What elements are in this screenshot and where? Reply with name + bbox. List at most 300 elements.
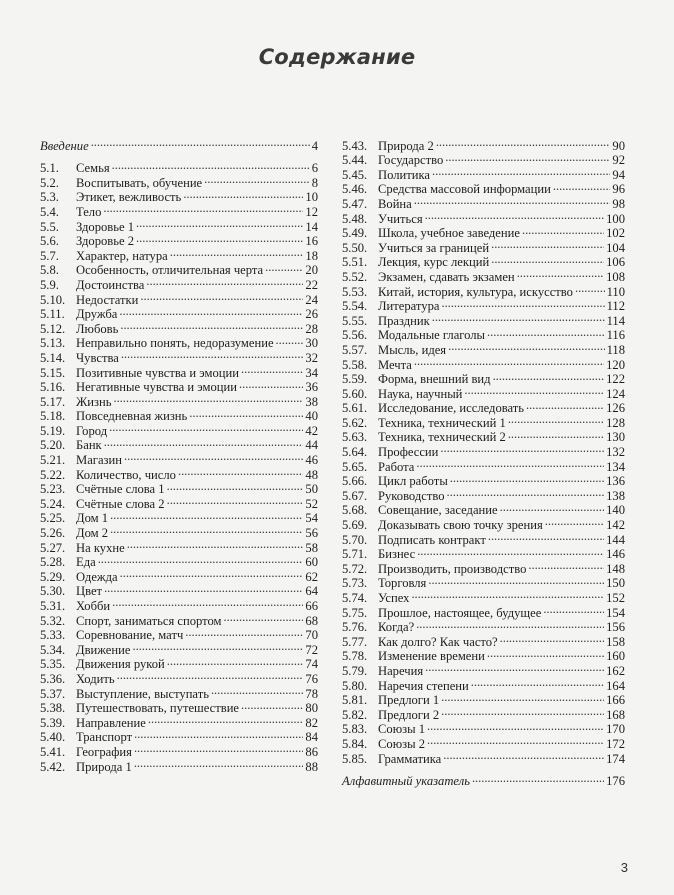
toc-entry-number: 5.20. [40, 438, 66, 453]
toc-entry-label: Техника, технический 1 [378, 415, 506, 430]
toc-entry-label: Негативные чувства и эмоции [76, 380, 238, 395]
toc-entry-number: 5.44. [342, 153, 368, 168]
toc-entry-label: Хобби [76, 599, 111, 613]
leader-dots [109, 420, 303, 435]
toc-entry-label: Экзамен, сдавать экзамен [378, 269, 515, 284]
leader-dots [440, 441, 604, 456]
toc-entry-label: Дружба [76, 307, 118, 322]
toc-entry-label: Повседневная жизнь [76, 409, 188, 424]
leader-dots [526, 398, 604, 413]
toc-entry-page: 98 [612, 196, 625, 211]
toc-entry-label: Счётные слова 1 [76, 482, 165, 497]
toc-entry-page: 66 [305, 599, 318, 613]
toc-entry-page: 62 [305, 569, 318, 584]
toc-entry-label: Особенность, отличительная черта [76, 263, 264, 278]
toc-entry-page: 68 [305, 613, 318, 628]
leader-dots [120, 566, 304, 581]
leader-dots [488, 529, 604, 544]
toc-entry-label: Как долго? Как часто? [378, 634, 498, 649]
toc-entry-intro[interactable] [40, 135, 318, 153]
toc-entry-page: 40 [305, 409, 318, 424]
toc-entry-page: 88 [305, 759, 318, 774]
toc-entry-number: 5.23. [40, 482, 66, 497]
toc-entry-page: 164 [606, 678, 625, 693]
toc-entry-page: 112 [606, 299, 625, 314]
toc-entry-number: 5.17. [40, 394, 66, 409]
toc-entry-page: 92 [612, 153, 625, 168]
toc-entry-number: 5.56. [342, 328, 368, 343]
toc-entry-number: 5.62. [342, 415, 368, 430]
toc-entry-number: 5.48. [342, 211, 368, 226]
leader-dots [167, 479, 304, 494]
toc-entry-page: 24 [305, 292, 318, 307]
toc-entry-page: 70 [305, 628, 318, 643]
toc-entry-number: 5.84. [342, 736, 368, 751]
toc-entry-number: 5.69. [342, 518, 368, 533]
toc-entry-number: 5.63. [342, 430, 368, 445]
toc-entry-page: 138 [606, 488, 625, 503]
toc-entry-number: 5.33. [40, 628, 66, 643]
leader-dots [472, 771, 604, 786]
leader-dots [427, 733, 604, 748]
toc-entry-label: Руководство [378, 488, 445, 503]
toc-entry-page: 74 [305, 657, 318, 672]
toc-entry-label: Характер, натура [76, 248, 168, 263]
toc-entry-page: 12 [305, 204, 318, 219]
toc-entry-number: 5.29. [40, 569, 66, 584]
leader-dots [204, 172, 310, 187]
toc-entry-label: Дом 2 [76, 526, 109, 541]
toc-entry-label: Семья [76, 161, 110, 176]
toc-entry-label: Направление [76, 715, 146, 730]
toc-entry-number: 5.26. [40, 526, 66, 541]
toc-entry-label: Форма, внешний вид [378, 372, 491, 387]
leader-dots [522, 223, 604, 238]
toc-entry-number: 5.31. [40, 599, 66, 613]
toc-entry-number: 5.10. [40, 292, 66, 307]
leader-dots [119, 304, 303, 319]
toc-entry-label: Мысль, идея [378, 342, 447, 357]
leader-dots [508, 427, 604, 442]
toc-entry-number: 5.24. [40, 496, 66, 511]
toc-entry-number: 5.52. [342, 269, 368, 284]
toc-entry[interactable] [40, 158, 318, 176]
toc-entry-number: 5.40. [40, 730, 66, 745]
toc-entry[interactable] [342, 135, 625, 153]
leader-dots [124, 449, 303, 464]
toc-entry-page: 32 [305, 350, 318, 365]
leader-dots [414, 193, 611, 208]
toc-entry-number: 5.73. [342, 576, 368, 591]
toc-entry-label: Производить, производство [378, 561, 527, 576]
toc-entry-page: 48 [305, 467, 318, 482]
toc-entry-number: 5.9. [40, 277, 59, 292]
toc-entry-label: Транспорт [76, 730, 133, 745]
toc-entry-page: 94 [612, 167, 625, 182]
leader-dots [134, 727, 303, 742]
toc-entry-number: 5.14. [40, 350, 66, 365]
toc-entry-label: Ходить [76, 671, 115, 686]
leader-dots [112, 158, 310, 173]
leader-dots [110, 508, 303, 523]
toc-entry-label: Литература [378, 299, 440, 314]
toc-entry-label: Введение [40, 138, 89, 153]
toc-entry-label: Война [378, 196, 412, 211]
toc-entry-label: Движения рукой [76, 657, 165, 672]
toc-entry-number: 5.16. [40, 380, 66, 395]
toc-entry-number: 5.47. [342, 196, 368, 211]
toc-entry-page: 26 [305, 307, 318, 322]
toc-entry-page: 166 [606, 693, 625, 708]
toc-entry-label: Наречия степени [378, 678, 469, 693]
leader-dots [241, 698, 303, 713]
toc-entry-label: Магазин [76, 453, 122, 468]
leader-dots [104, 581, 303, 596]
toc-entry-label: Воспитывать, обучение [76, 175, 203, 190]
leader-dots [211, 683, 303, 698]
toc-entry-number: 5.67. [342, 488, 368, 503]
toc-entry-number: 5.1. [40, 161, 59, 176]
toc-entry-number: 5.51. [342, 255, 368, 270]
toc-entry-page: 50 [305, 482, 318, 497]
toc-list-right [342, 135, 625, 766]
toc-entry-label: Государство [378, 153, 444, 168]
leader-dots [416, 617, 604, 632]
leader-dots [136, 231, 303, 246]
leader-dots [575, 281, 605, 296]
toc-entry-label: Праздник [378, 313, 430, 328]
toc-entry-page: 144 [606, 532, 625, 547]
toc-entry-page: 132 [606, 445, 625, 460]
toc-entry-page: 160 [606, 649, 625, 664]
leader-dots [167, 654, 304, 669]
leader-dots [134, 741, 303, 756]
toc-entry-number: 5.75. [342, 605, 368, 620]
toc-entry-number: 5.54. [342, 299, 368, 314]
toc-entry-label: Лекция, курс лекций [378, 255, 490, 270]
toc-entry-page: 44 [305, 438, 318, 453]
toc-entry-page: 76 [305, 671, 318, 686]
leader-dots [127, 537, 304, 552]
toc-entry-number: 5.37. [40, 686, 66, 701]
toc-entry-page: 64 [305, 584, 318, 599]
toc-entry-page: 34 [305, 365, 318, 380]
toc-entry-label: Союзы 1 [378, 722, 425, 737]
leader-dots [117, 668, 304, 683]
toc-entry-number: 5.34. [40, 642, 66, 657]
leader-dots [276, 333, 304, 348]
toc-entry-page: 120 [606, 357, 625, 372]
toc-entry-page: 102 [606, 226, 625, 241]
toc-right-column [342, 135, 625, 789]
toc-entry-page: 58 [305, 540, 318, 555]
toc-entry-page: 56 [305, 526, 318, 541]
toc-entry-label: Бизнес [378, 547, 416, 562]
leader-dots [425, 208, 604, 223]
toc-entry-number: 5.19. [40, 423, 66, 438]
toc-entry-page: 114 [606, 313, 625, 328]
toc-entry-label: Школа, учебное заведение [378, 226, 520, 241]
toc-entry-label: Цвет [76, 584, 103, 599]
toc-entry-index[interactable] [342, 771, 625, 789]
toc-entry-number: 5.85. [342, 751, 368, 766]
toc-entry-label: Политика [378, 167, 431, 182]
toc-entry-number: 5.8. [40, 263, 59, 278]
toc-entry-number: 5.28. [40, 555, 66, 570]
toc-entry-label: Исследование, исследовать [378, 401, 525, 416]
toc-entry-label: Изменение времени [378, 649, 485, 664]
toc-entry-page: 104 [606, 240, 625, 255]
toc-entry-number: 5.2. [40, 175, 59, 190]
leader-dots [183, 187, 303, 202]
toc-entry-number: 5.57. [342, 342, 368, 357]
toc-entry-label: Алфавитный указатель [342, 774, 470, 789]
toc-entry-number: 5.81. [342, 693, 368, 708]
toc-entry-page: 16 [305, 234, 318, 249]
leader-dots [471, 675, 604, 690]
leader-dots [428, 573, 604, 588]
toc-entry-label: Техника, технический 2 [378, 430, 506, 445]
leader-dots [464, 383, 604, 398]
toc-entry-number: 5.11. [40, 307, 65, 322]
leader-dots [103, 201, 303, 216]
toc-entry-number: 5.35. [40, 657, 66, 672]
toc-entry-number: 5.58. [342, 357, 368, 372]
toc-entry-label: На кухне [76, 540, 125, 555]
toc-entry-page: 6 [311, 161, 318, 176]
toc-entry-label: Грамматика [378, 751, 442, 766]
toc-entry-page: 170 [606, 722, 625, 737]
toc-entry-number: 5.7. [40, 248, 59, 263]
leader-dots [91, 135, 310, 150]
leader-dots [500, 500, 604, 515]
leader-dots [411, 587, 604, 602]
leader-dots [140, 289, 303, 304]
toc-entry-label: Китай, история, культура, искусство [378, 284, 573, 299]
leader-dots [543, 602, 604, 617]
toc-entry-page: 18 [305, 248, 318, 263]
leader-dots [170, 245, 304, 260]
leader-dots [491, 252, 604, 267]
toc-entry-page: 30 [305, 336, 318, 351]
toc-entry-number: 5.76. [342, 620, 368, 635]
toc-entry-label: Союзы 2 [378, 736, 425, 751]
toc-entry-page: 116 [606, 328, 625, 343]
toc-entry-number: 5.71. [342, 547, 368, 562]
toc-entry-label: Наука, научный [378, 386, 463, 401]
leader-dots [500, 631, 604, 646]
toc-entry-page: 142 [606, 518, 625, 533]
leader-dots [487, 325, 605, 340]
leader-dots [441, 704, 604, 719]
toc-entry-page: 4 [311, 138, 318, 153]
toc-entry-label: Доказывать свою точку зрения [378, 518, 543, 533]
toc-entry-page: 80 [305, 701, 318, 716]
toc-entry-page: 46 [305, 453, 318, 468]
toc-entry-label: Професcии [378, 445, 439, 460]
toc-entry-number: 5.60. [342, 386, 368, 401]
toc-entry-page: 42 [305, 423, 318, 438]
toc-entry-page: 22 [305, 277, 318, 292]
leader-dots [553, 179, 611, 194]
toc-entry-page: 84 [305, 730, 318, 745]
toc-entry-label: Недостатки [76, 292, 139, 307]
toc-entry-label: Спорт, заниматься спортом [76, 613, 222, 628]
toc-entry-number: 5.15. [40, 365, 66, 380]
leader-dots [528, 558, 604, 573]
leader-dots [493, 369, 605, 384]
toc-entry-page: 118 [606, 342, 625, 357]
toc-entry-page: 60 [305, 555, 318, 570]
toc-entry-label: Любовь [76, 321, 119, 336]
toc-entry-label: Наречия [378, 663, 424, 678]
leader-dots [448, 339, 604, 354]
leader-dots [98, 552, 304, 567]
toc-entry-label: Модальные глаголы [378, 328, 486, 343]
toc-entry-number: 5.30. [40, 584, 66, 599]
toc-entry-label: Когда? [378, 620, 415, 635]
toc-entry-label: Движение [76, 642, 131, 657]
toc-entry-number: 5.70. [342, 532, 368, 547]
leader-dots [132, 639, 303, 654]
toc-entry-page: 38 [305, 394, 318, 409]
toc-entry-label: Этикет, вежливость [76, 190, 182, 205]
toc-entry-number: 5.32. [40, 613, 66, 628]
leader-dots [120, 318, 303, 333]
toc-entry-label: Неправильно понять, недоразумение [76, 336, 274, 351]
toc-entry-label: Счётные слова 2 [76, 496, 165, 511]
leader-dots [110, 522, 303, 537]
toc-entry-number: 5.64. [342, 445, 368, 460]
toc-entry-number: 5.6. [40, 234, 59, 249]
leader-dots [414, 354, 604, 369]
toc-entry-page: 148 [606, 561, 625, 576]
toc-entry-number: 5.45. [342, 167, 368, 182]
toc-entry-page: 158 [606, 634, 625, 649]
leader-dots [148, 712, 304, 727]
toc-entry-number: 5.65. [342, 459, 368, 474]
toc-entry-number: 5.22. [40, 467, 66, 482]
leader-dots [432, 310, 605, 325]
toc-entry-page: 82 [305, 715, 318, 730]
toc-entry-number: 5.80. [342, 678, 368, 693]
leader-dots [487, 646, 604, 661]
toc-entry-label: Путешествовать, путешествие [76, 701, 240, 716]
leader-dots [517, 266, 604, 281]
toc-entry-label: Предлоги 2 [378, 707, 440, 722]
toc-entry-label: Подписать контракт [378, 532, 486, 547]
toc-entry-label: Работа [378, 459, 415, 474]
toc-entry-number: 5.72. [342, 561, 368, 576]
toc-entry-number: 5.61. [342, 401, 368, 416]
toc-entry-number: 5.39. [40, 715, 66, 730]
toc-entry-label: Учиться [378, 211, 423, 226]
leader-dots [104, 435, 304, 450]
leader-dots [427, 719, 604, 734]
leader-dots [265, 260, 303, 275]
leader-dots [113, 391, 303, 406]
toc-entry-label: Природа 1 [76, 759, 132, 774]
toc-entry-number: 5.21. [40, 453, 66, 468]
toc-entry-label: Дом 1 [76, 511, 109, 526]
toc-entry-number: 5.77. [342, 634, 368, 649]
toc-entry-label: Достоинства [76, 277, 145, 292]
toc-entry-page: 90 [612, 138, 625, 153]
toc-entry-number: 5.49. [342, 226, 368, 241]
toc-entry-label: Позитивные чувства и эмоции [76, 365, 240, 380]
toc-entry-number: 5.27. [40, 540, 66, 555]
toc-entry-page: 134 [606, 459, 625, 474]
toc-entry-page: 96 [612, 182, 625, 197]
toc-entry-page: 108 [606, 269, 625, 284]
toc-entry-number: 5.13. [40, 336, 66, 351]
toc-entry-number: 5.68. [342, 503, 368, 518]
toc-entry-label: География [76, 744, 132, 759]
toc-entry-number: 5.83. [342, 722, 368, 737]
leader-dots [241, 362, 303, 377]
toc-entry-number: 5.12. [40, 321, 66, 336]
toc-entry-page: 130 [606, 430, 625, 445]
toc-entry-page: 136 [606, 474, 625, 489]
toc-entry-page: 100 [606, 211, 625, 226]
toc-entry-label: Прошлое, настоящее, будущее [378, 605, 542, 620]
toc-entry-page: 150 [606, 576, 625, 591]
toc-entry-number: 5.3. [40, 190, 59, 205]
toc-left-column [40, 135, 318, 774]
leader-dots [443, 748, 604, 763]
toc-entry-number: 5.4. [40, 204, 59, 219]
toc-entry-label: Природа 2 [378, 138, 434, 153]
leader-dots [425, 660, 604, 675]
leader-dots [224, 610, 304, 625]
leader-dots [445, 150, 610, 165]
leader-dots [545, 514, 604, 529]
toc-entry-page: 54 [305, 511, 318, 526]
toc-entry-page: 168 [606, 707, 625, 722]
toc-entry-label: Банк [76, 438, 102, 453]
leader-dots [441, 690, 604, 705]
toc-entry-page: 20 [305, 263, 318, 278]
toc-entry-page: 126 [606, 401, 625, 416]
toc-entry-number: 5.66. [342, 474, 368, 489]
toc-entry-number: 5.79. [342, 663, 368, 678]
leader-dots [416, 456, 604, 471]
toc-entry-page: 174 [606, 751, 625, 766]
toc-entry-page: 162 [606, 663, 625, 678]
leader-dots [436, 135, 611, 150]
toc-entry-page: 110 [606, 284, 625, 299]
toc-entry-page: 154 [606, 605, 625, 620]
toc-entry-number: 5.18. [40, 409, 66, 424]
toc-entry-label: Здоровье 1 [76, 219, 135, 234]
toc-entry-number: 5.50. [342, 240, 368, 255]
leader-dots [508, 412, 604, 427]
toc-entry-number: 5.25. [40, 511, 66, 526]
toc-entry-label: Чувства [76, 350, 119, 365]
leader-dots [189, 406, 303, 421]
toc-entry-page: 14 [305, 219, 318, 234]
page-title: Содержание [258, 45, 416, 69]
toc-entry-page: 10 [305, 190, 318, 205]
leader-dots [178, 464, 303, 479]
toc-entry-page: 172 [606, 736, 625, 751]
toc-entry-number: 5.43. [342, 138, 368, 153]
toc-entry-label: Одежда [76, 569, 118, 584]
toc-entry-label: Совещание, заседание [378, 503, 498, 518]
leader-dots [491, 237, 604, 252]
toc-entry-page: 52 [305, 496, 318, 511]
toc-entry-page: 28 [305, 321, 318, 336]
